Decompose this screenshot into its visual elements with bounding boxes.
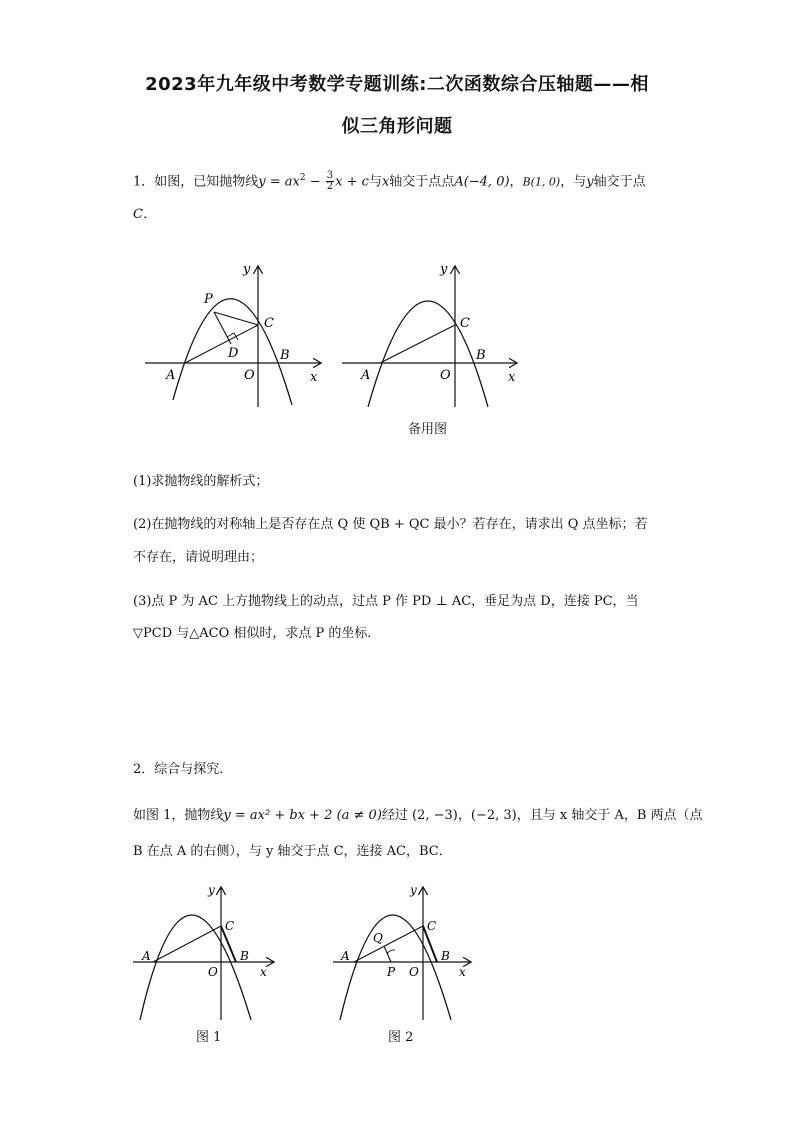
q1-eq-sup: 2 — [299, 173, 306, 183]
label-a: A — [142, 949, 151, 963]
q1-intro-a: 1．如图，已知抛物线 — [133, 174, 259, 190]
q2-fig2-caption: 图 2 — [388, 1030, 414, 1045]
label-x: x — [260, 965, 267, 979]
label-o: O — [244, 368, 255, 383]
label-x: x — [310, 370, 318, 385]
q2-stem-line1 — [133, 806, 703, 826]
q1-figure-main — [145, 262, 320, 407]
label-x: x — [459, 965, 466, 979]
label-c: C — [460, 316, 470, 331]
segment-ac — [185, 325, 258, 363]
q1-eq-tail: x + c — [335, 174, 369, 190]
document-title-line2: 似三角形问题 — [341, 116, 453, 137]
label-c: C — [264, 316, 274, 331]
label-o: O — [409, 965, 419, 979]
label-p: P — [387, 965, 396, 979]
label-q: Q — [373, 931, 383, 945]
label-y: y — [440, 262, 448, 277]
q1-comma: ， — [509, 174, 523, 190]
q1-spare-figure-caption: 备用图 — [408, 422, 448, 437]
q1-eq-lhs: y = ax — [258, 174, 300, 190]
label-a: A — [361, 368, 371, 383]
q1-stem-line1 — [133, 168, 646, 192]
label-b: B — [441, 949, 450, 963]
q1-figure-spare — [342, 262, 516, 407]
q2-equation: y = ax² + bx + 2 (a ≠ 0) — [223, 808, 382, 823]
q2-fig1-caption: 图 1 — [196, 1030, 222, 1045]
q1-y-var: y — [586, 174, 594, 190]
q1-part2-line1: (2)在抛物线的对称轴上是否存在点 Q 使 QB + QC 最小？若存在，请求出 Q 点坐标；若 — [133, 517, 648, 532]
label-o: O — [208, 965, 218, 979]
q1-intro-e: 轴交于点 — [593, 174, 646, 190]
angle-mark — [387, 950, 395, 954]
q1-frac-num: 3 — [326, 170, 334, 182]
q1-stem-line2: C． — [133, 207, 156, 222]
q1-figures — [140, 255, 530, 415]
q1-part3-line1: (3)点 P 为 AC 上方抛物线上的动点，过点 P 作 PD ⊥ AC，垂足为点 D，连接 PC，当 — [133, 594, 639, 609]
q1-point-a: A(−4, 0) — [454, 174, 510, 190]
label-b: B — [280, 348, 290, 363]
label-b: B — [476, 348, 486, 363]
label-x: x — [508, 370, 516, 385]
segment-pc — [214, 312, 258, 325]
q1-fraction — [326, 171, 334, 192]
q1-part1: (1)求抛物线的解析式； — [133, 474, 269, 489]
q2-line1-a: 如图 1，抛物线 — [133, 808, 224, 823]
label-a: A — [166, 368, 176, 383]
label-b: B — [240, 949, 249, 963]
label-d: D — [228, 346, 239, 361]
label-y: y — [410, 883, 417, 897]
label-p: P — [204, 292, 213, 307]
parabola — [140, 915, 251, 1020]
q1-frac-den: 2 — [326, 181, 334, 193]
label-a: A — [341, 949, 350, 963]
label-c: C — [427, 919, 437, 933]
q2-line1-b: 经过 (2, −3)，(−2, 3)，且与 x 轴交于 A，B 两点（点 — [381, 808, 703, 823]
label-o: O — [440, 368, 451, 383]
label-c: C — [225, 919, 235, 933]
q1-intro-c: 轴交于点点 — [389, 174, 455, 190]
q2-heading: 2．综合与探究． — [133, 762, 233, 777]
q2-figure-1 — [133, 883, 273, 1020]
document-title-line1: 2023年九年级中考数学专题训练:二次函数综合压轴题——相 — [145, 74, 649, 95]
label-y: y — [208, 883, 215, 897]
parabola — [368, 301, 488, 407]
q2-figure-2 — [333, 883, 470, 1020]
q1-x-var: x — [381, 174, 390, 190]
q1-intro-d: ，与 — [560, 174, 587, 190]
q1-intro-b: 与 — [368, 174, 382, 190]
q1-eq-minus: − — [305, 174, 325, 190]
q1-point-b: B(1, 0) — [522, 175, 561, 189]
q2-figures — [128, 880, 488, 1025]
segment-ac — [380, 325, 455, 363]
q1-part3-line2: ▽PCD 与△ACO 相似时，求点 P 的坐标． — [133, 626, 381, 641]
q2-stem-line2: B 在点 A 的右侧），与 y 轴交于点 C，连接 AC，BC． — [133, 844, 452, 859]
q1-part2-line2: 不存在，请说明理由； — [133, 550, 264, 565]
label-y: y — [243, 262, 251, 277]
